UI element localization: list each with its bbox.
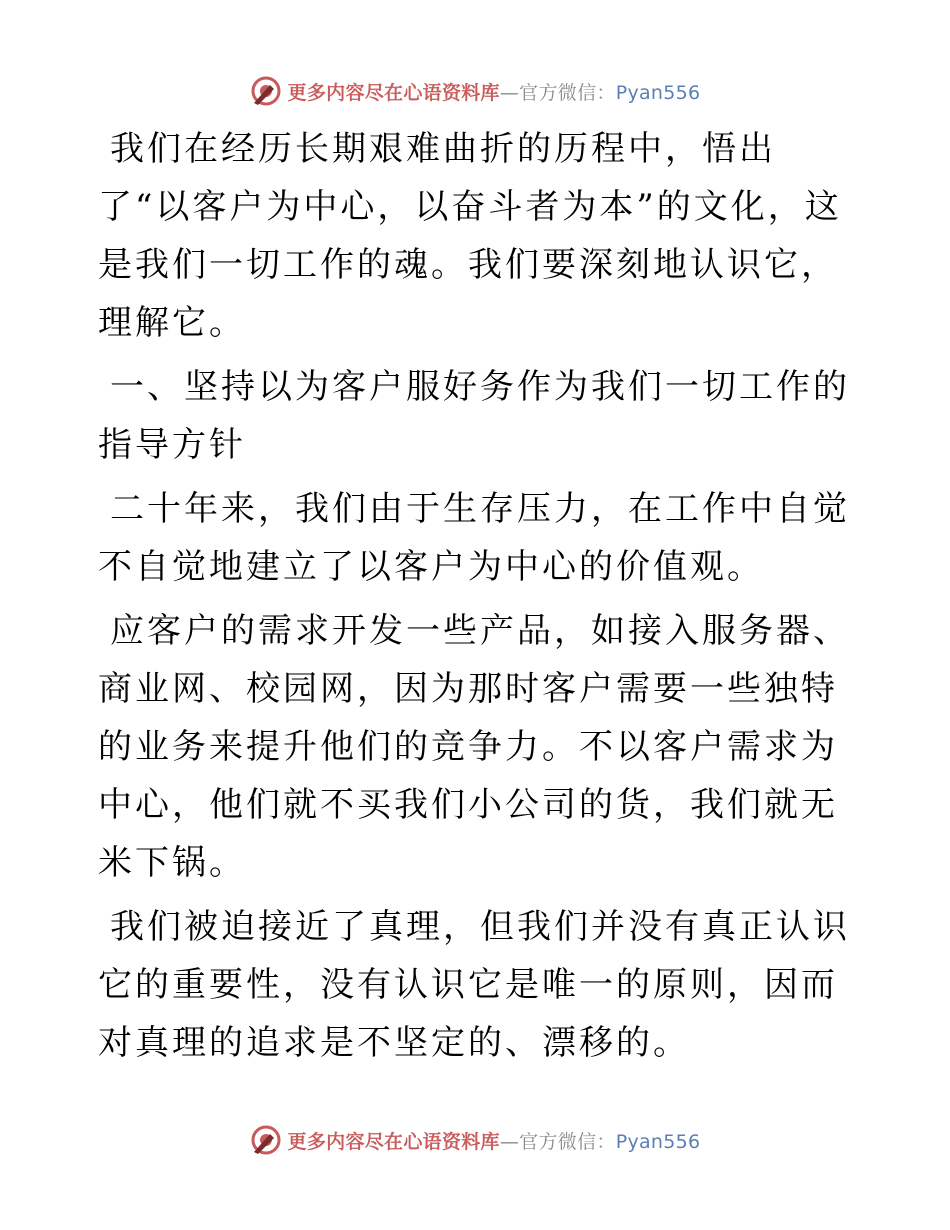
document-body xyxy=(98,120,858,1078)
header-banner xyxy=(0,71,950,111)
header-banner-id: Pyan556 xyxy=(615,81,701,104)
footer-banner-id: Pyan556 xyxy=(615,1130,701,1153)
header-banner-main-text: 更多内容尽在心语资料库 xyxy=(287,81,500,104)
footer-banner-label: 官方微信： xyxy=(519,1130,616,1153)
footer-banner xyxy=(0,1120,950,1160)
header-banner-label: 官方微信： xyxy=(519,81,616,104)
footer-banner-separator: — xyxy=(499,1130,520,1153)
footer-banner-main-text: 更多内容尽在心语资料库 xyxy=(287,1130,500,1153)
paragraph-3: 应客户的需求开发一些产品，如接入服务器、商业网、校园网，因为那时客户需要一些独特的业务来提升他们的竞争力。不以客户需求为中心，他们就不买我们小公司的货，我们就无米下锅。 xyxy=(98,611,850,883)
pen-logo-icon xyxy=(250,1124,282,1156)
paragraph-1: 我们在经历长期艰难曲折的历程中，悟出了“以客户为中心，以奋斗者为本”的文化，这是我们一切工作的魂。我们要深刻地认识它，理解它。 xyxy=(98,129,842,343)
header-banner-separator: — xyxy=(499,81,520,104)
pen-logo-icon xyxy=(250,75,282,107)
paragraph-2: 二十年来，我们由于生存压力，在工作中自觉不自觉地建立了以客户为中心的价值观。 xyxy=(98,489,850,587)
section-heading: 一、坚持以为客户服好务作为我们一切工作的指导方针 xyxy=(98,367,850,465)
paragraph-4: 我们被迫接近了真理，但我们并没有真正认识它的重要性，没有认识它是唯一的原则，因而对真理的追求是不坚定的、漂移的。 xyxy=(98,907,850,1063)
